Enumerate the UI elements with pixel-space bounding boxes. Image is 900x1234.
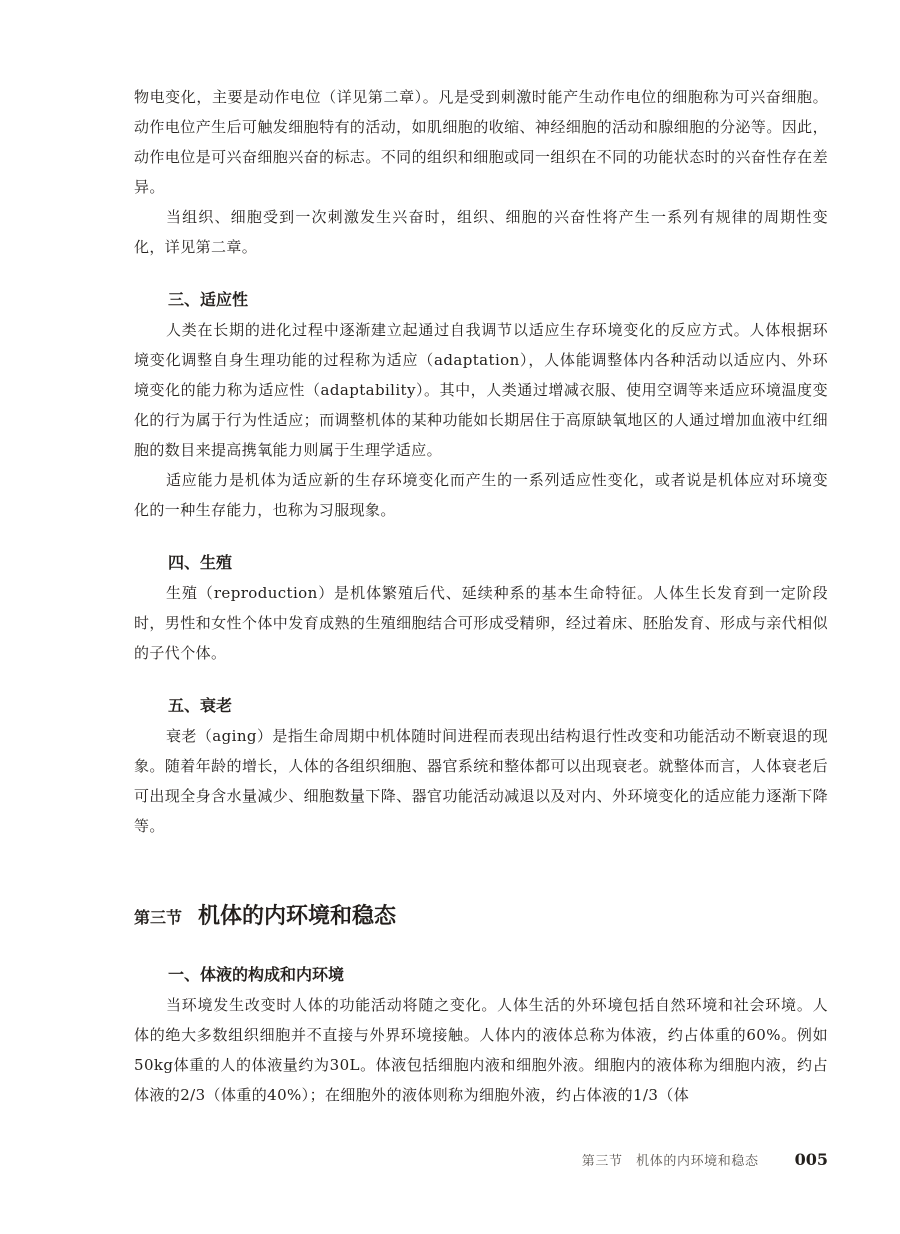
page-footer [582,1150,828,1169]
running-footer-title: 第三节 机体的内环境和稳态 [581,1154,759,1169]
paragraph-adaptability-1: 人类在长期的进化过程中逐渐建立起通过自我调节以适应生存环境变化的反应方式。人体根据环境变化调整自身生理功能的过程称为适应（adaptation），人体能调整体内各种活动以适应内、外环境变化的能力称为适应性（adaptability）。其中，人类通过增减衣服、使用空调等来适应环境温度变化的行为属于行为性适应；而调整机体的某种功能如长期居住于高原缺氧地区的人通过增加血液中红细胞的数目来提高携氧能力则属于生理学适应。 [134,321,828,459]
heading-reproduction: 四、生殖 [168,553,233,572]
heading-adaptability: 三、适应性 [168,290,249,309]
paragraph-excitability-cycle: 当组织、细胞受到一次刺激发生兴奋时，组织、细胞的兴奋性将产生一系列有规律的周期性变化，详见第二章。 [134,208,828,256]
paragraph-excitability-continued: 物电变化，主要是动作电位（详见第二章）。凡是受到刺激时能产生动作电位的细胞称为可兴奋细胞。动作电位产生后可触发细胞特有的活动，如肌细胞的收缩、神经细胞的活动和腺细胞的分泌等。因此，动作电位是可兴奋细胞兴奋的标志。不同的组织和细胞或同一组织在不同的功能状态时的兴奋性存在差异。 [134,88,828,196]
paragraph-reproduction: 生殖（reproduction）是机体繁殖后代、延续种系的基本生命特征。人体生长发育到一定阶段时，男性和女性个体中发育成熟的生殖细胞结合可形成受精卵，经过着床、胚胎发育、形成与亲代相似的子代个体。 [134,584,828,662]
section-title: 机体的内环境和稳态 [198,904,397,929]
paragraph-aging: 衰老（aging）是指生命周期中机体随时间进程而表现出结构退行性改变和功能活动不断衰退的现象。随着年龄的增长，人体的各组织细胞、器官系统和整体都可以出现衰老。就整体而言，人体衰老后可出现全身含水量减少、细胞数量下降、器官功能活动减退以及对内、外环境变化的适应能力逐渐下降等。 [134,727,828,835]
section-heading [134,899,828,939]
paragraph-adaptability-2: 适应能力是机体为适应新的生存环境变化而产生的一系列适应性变化，或者说是机体应对环境变化的一种生存能力，也称为习服现象。 [134,471,828,519]
page-number: 005 [794,1150,828,1169]
heading-body-fluid: 一、体液的构成和内环境 [168,965,345,984]
heading-aging: 五、衰老 [168,696,233,715]
section-number: 第三节 [134,908,183,927]
paragraph-body-fluid: 当环境发生改变时人体的功能活动将随之变化。人体生活的外环境包括自然环境和社会环境。人体的绝大多数组织细胞并不直接与外界环境接触。人体内的液体总称为体液，约占体重的60%。例如50kg体重的人的体液量约为30L。体液包括细胞内液和细胞外液。细胞内的液体称为细胞内液，约占体液的2/3（体重的40%）；在细胞外的液体则称为细胞外液，约占体液的1/3（体 [134,996,828,1104]
page-body [134,82,828,1110]
